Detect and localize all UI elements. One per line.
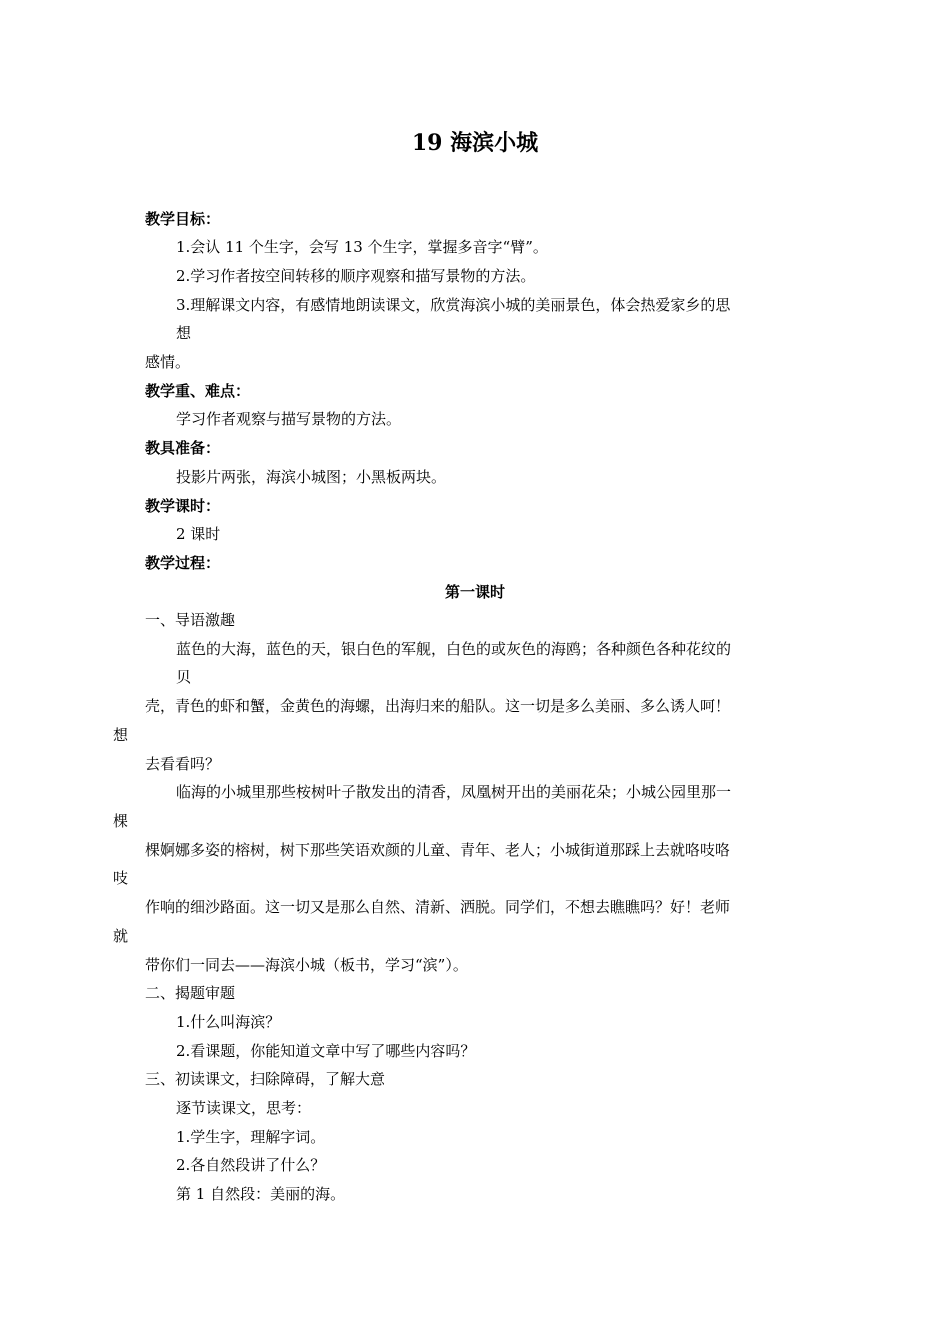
section-1-paragraph-2-wrap-1: 棵	[113, 812, 129, 830]
section-1-paragraph-1-wrap-2: 想	[113, 726, 129, 744]
section-1-paragraph-2-line-4: 带你们一同去——海滨小城（板书，学习“滨”）。	[145, 956, 468, 974]
section-3-paragraph-1-summary: 第 1 自然段：美丽的海。	[176, 1185, 346, 1203]
section-3-step-1: 1.学生字，理解字词。	[176, 1128, 326, 1146]
section-1-paragraph-1-wrap-1: 贝	[176, 668, 192, 686]
section-3-intro: 逐节读课文，思考：	[176, 1099, 312, 1117]
section-1-paragraph-1-line-3: 去看看吗？	[145, 755, 221, 773]
periods-heading: 教学课时：	[145, 497, 221, 515]
section-2-question-2: 2.看课题，你能知道文章中写了哪些内容吗？	[176, 1042, 476, 1060]
section-2-heading: 二、揭题审题	[145, 984, 236, 1002]
section-3-heading: 三、初读课文，扫除障碍，了解大意	[145, 1070, 386, 1088]
document-title: 19 海滨小城	[411, 130, 539, 156]
section-1-heading: 一、导语激趣	[145, 611, 236, 629]
section-1-paragraph-1-line-1: 蓝色的大海，蓝色的天，银白色的军舰，白色的或灰色的海鸥；各种颜色各种花纹的	[176, 640, 732, 658]
lesson-title: 第一课时	[444, 583, 505, 601]
section-1-paragraph-2-wrap-3: 就	[113, 927, 129, 945]
objective-item-3-wrap: 想	[176, 324, 192, 342]
materials-text: 投影片两张，海滨小城图；小黑板两块。	[176, 468, 447, 486]
section-1-paragraph-2-line-1: 临海的小城里那些桉树叶子散发出的清香，凤凰树开出的美丽花朵；小城公园里那一	[176, 783, 732, 801]
section-1-paragraph-2-line-2: 棵婀娜多姿的榕树，树下那些笑语欢颜的儿童、青年、老人；小城街道那踩上去就咯吱咯	[145, 841, 731, 859]
key-points-text: 学习作者观察与描写景物的方法。	[176, 410, 402, 428]
objective-item-3: 3.理解课文内容，有感情地朗读课文，欣赏海滨小城的美丽景色，体会热爱家乡的思	[176, 296, 731, 314]
materials-heading: 教具准备：	[145, 439, 221, 457]
periods-text: 2 课时	[176, 525, 221, 543]
objective-item-3-continuation: 感情。	[145, 353, 191, 371]
objective-item-1: 1.会认 11 个生字，会写 13 个生字，掌握多音字“臂”。	[176, 238, 548, 256]
key-points-heading: 教学重、难点：	[145, 382, 251, 400]
section-1-paragraph-2-line-3: 作响的细沙路面。这一切又是那么自然、清新、洒脱。同学们，不想去瞧瞧吗？好！老师	[145, 898, 731, 916]
objective-item-2: 2.学习作者按空间转移的顺序观察和描写景物的方法。	[176, 267, 536, 285]
section-3-step-2: 2.各自然段讲了什么？	[176, 1156, 326, 1174]
objectives-heading: 教学目标：	[145, 210, 221, 228]
section-1-paragraph-1-line-2: 壳，青色的虾和蟹，金黄色的海螺，出海归来的船队。这一切是多么美丽、多么诱人呵！	[145, 697, 731, 715]
section-2-question-1: 1.什么叫海滨？	[176, 1013, 281, 1031]
process-heading: 教学过程：	[145, 554, 221, 572]
section-1-paragraph-2-wrap-2: 吱	[113, 869, 129, 887]
